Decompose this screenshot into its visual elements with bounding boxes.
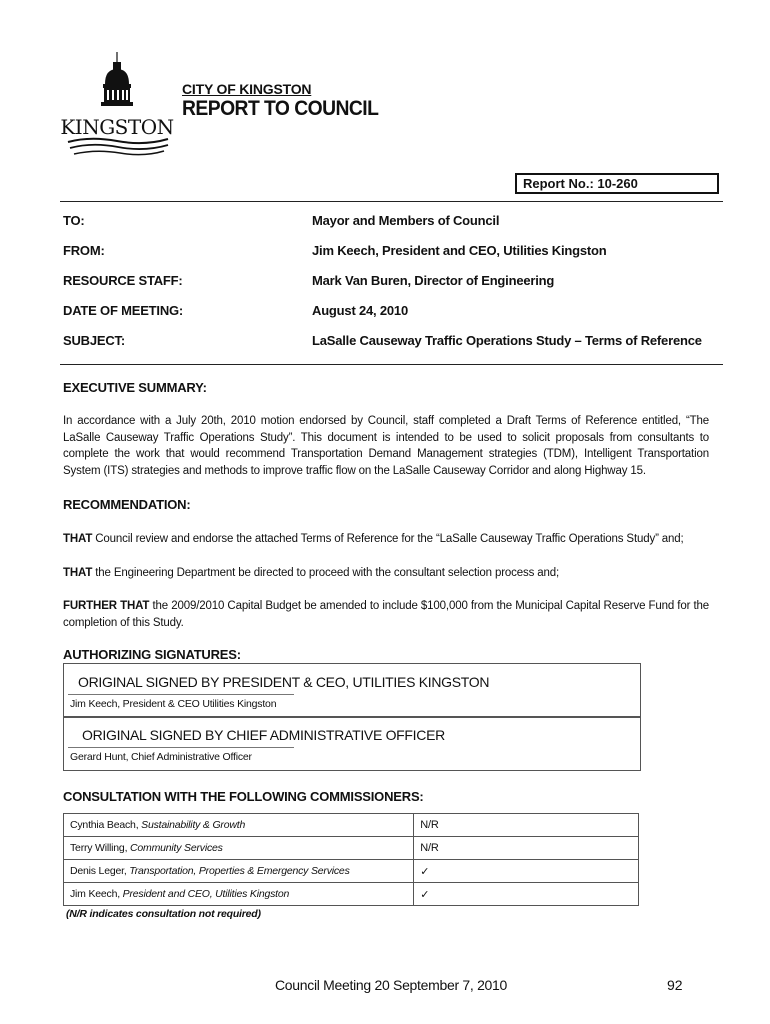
table-row — [64, 883, 639, 906]
commissioner-name: Jim Keech, — [70, 888, 123, 900]
commissioner-role: Sustainability & Growth — [141, 819, 246, 831]
recommendation-lead: THAT — [63, 533, 93, 545]
report-title: REPORT TO COUNCIL — [182, 97, 379, 120]
resource-staff-label: RESOURCE STAFF: — [63, 273, 183, 288]
commissioner-role: Community Services — [130, 842, 223, 854]
footer-meeting: Council Meeting 20 September 7, 2010 — [275, 977, 508, 993]
recommendation-text: the Engineering Department be directed to proceed with the consultant selection process and; — [92, 567, 560, 579]
divider-top — [60, 201, 723, 202]
signature-box-cao — [63, 716, 641, 771]
signatory-name: Gerard Hunt, Chief Administrative Officer — [70, 751, 252, 763]
page-number: 92 — [667, 977, 683, 993]
subject-label: SUBJECT: — [63, 333, 125, 348]
date-of-meeting-label: DATE OF MEETING: — [63, 303, 184, 318]
divider-bottom — [60, 364, 723, 365]
consultation-status: N/R — [414, 837, 639, 860]
recommendation-text: Council review and endorse the attached Terms of Reference for the “LaSalle Causeway Traffic Operations Study” and; — [92, 533, 684, 545]
svg-text:KINGSTON: KINGSTON — [60, 115, 174, 139]
signature-line — [68, 747, 294, 748]
checkmark-icon: ✓ — [414, 860, 639, 883]
commissioner-name: Terry Willing, — [70, 842, 131, 854]
authorizing-signatures-heading: AUTHORIZING SIGNATURES: — [63, 647, 241, 662]
consultation-note: (N/R indicates consultation not required) — [66, 908, 261, 920]
from-value: Jim Keech, President and CEO, Utilities Kingston — [312, 243, 607, 258]
report-number-box: Report No.: 10-260 — [515, 173, 719, 194]
checkmark-icon: ✓ — [414, 883, 639, 906]
subject-value: LaSalle Causeway Traffic Operations Study – Terms of Reference — [312, 333, 702, 348]
consultation-status: N/R — [414, 814, 639, 837]
recommendation-item-3 — [63, 598, 709, 631]
city-hall-dome-icon — [60, 50, 175, 160]
commissioner-name: Cynthia Beach, — [70, 819, 142, 831]
signature-line — [68, 694, 294, 695]
commissioner-name: Denis Leger, — [70, 865, 130, 877]
commissioner-cell — [64, 860, 414, 883]
commissioner-cell — [64, 883, 414, 906]
commissioner-cell — [64, 814, 414, 837]
from-label: FROM: — [63, 243, 105, 258]
commissioner-role: President and CEO, Utilities Kingston — [122, 888, 290, 900]
kingston-logo — [60, 50, 175, 160]
commissioners-table — [63, 813, 639, 906]
table-row — [64, 860, 639, 883]
city-name: CITY OF KINGSTON — [182, 81, 312, 97]
to-label: TO: — [63, 213, 85, 228]
recommendation-text: the 2009/2010 Capital Budget be amended to include $100,000 from the Municipal Capital Reserve Fund for the completion of this Study. — [63, 600, 710, 629]
table-row — [64, 837, 639, 860]
executive-summary-heading: EXECUTIVE SUMMARY: — [63, 380, 207, 395]
resource-staff-value: Mark Van Buren, Director of Engineering — [312, 273, 555, 288]
consultation-heading: CONSULTATION WITH THE FOLLOWING COMMISSIONERS: — [63, 789, 424, 804]
signature-statement: ORIGINAL SIGNED BY PRESIDENT & CEO, UTILITIES KINGSTON — [78, 674, 490, 690]
recommendation-lead: FURTHER THAT — [63, 600, 150, 612]
recommendation-heading: RECOMMENDATION: — [63, 497, 191, 512]
signature-box-president — [63, 663, 641, 718]
recommendation-lead: THAT — [63, 567, 93, 579]
executive-summary-text: In accordance with a July 20th, 2010 motion endorsed by Council, staff completed a Draft Terms of Reference entitled, “The LaSalle Causeway Traffic Operations Study”. This document is intended to be used to solicit proposals from consultants to complete the work that would recommend Transportation Demand Management strategies (TDM), Intelligent Transportation System (ITS) strategies and methods to improve traffic flow on the LaSalle Causeway Corridor and along Highway 15. — [63, 415, 709, 477]
signatory-name: Jim Keech, President & CEO Utilities Kingston — [70, 698, 277, 710]
commissioner-role: Transportation, Properties & Emergency Services — [129, 865, 350, 877]
signature-statement: ORIGINAL SIGNED BY CHIEF ADMINISTRATIVE OFFICER — [82, 727, 445, 743]
recommendation-item-2 — [63, 565, 709, 582]
to-value: Mayor and Members of Council — [312, 213, 500, 228]
table-row — [64, 814, 639, 837]
commissioner-cell — [64, 837, 414, 860]
date-of-meeting-value: August 24, 2010 — [312, 303, 408, 318]
recommendation-item-1 — [63, 531, 709, 548]
